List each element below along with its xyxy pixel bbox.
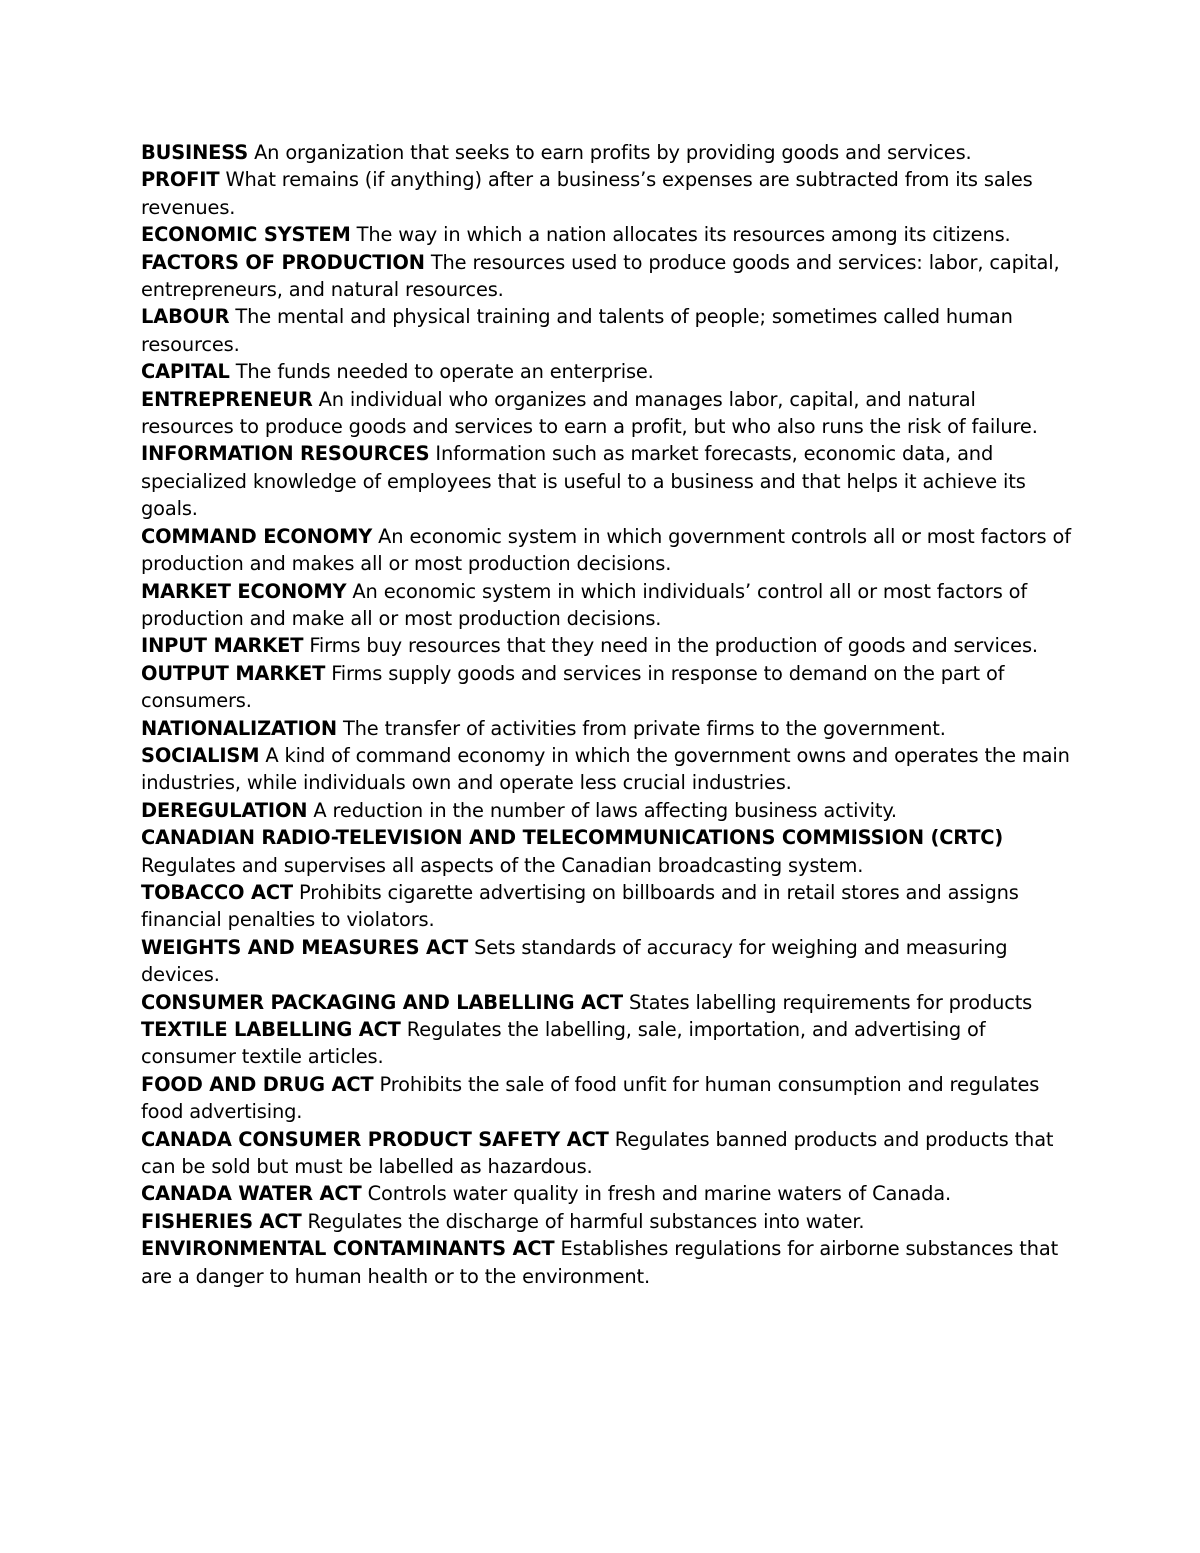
definition: Prohibits cigarette advertising on billboards and in retail stores and assigns financial penalties to violators.	[141, 880, 1019, 932]
glossary-entry-factors-of-production	[141, 249, 1071, 304]
term: CANADIAN RADIO-TELEVISION AND TELECOMMUNICATIONS COMMISSION (CRTC)	[141, 826, 1004, 850]
definition: An economic system in which government controls all or most factors of production and makes all or most production decisions.	[141, 524, 1071, 576]
term: FOOD AND DRUG ACT	[141, 1072, 374, 1096]
definition: Regulates the labelling, sale, importation, and advertising of consumer textile articles.	[141, 1018, 986, 1069]
term: DEREGULATION	[141, 798, 308, 822]
term: TOBACCO ACT	[141, 880, 294, 904]
term: SOCIALISM	[141, 743, 260, 767]
term: BUSINESS	[141, 141, 249, 164]
definition: A reduction in the number of laws affecting business activity.	[313, 798, 897, 822]
glossary-page	[141, 139, 1071, 1290]
definition: Prohibits the sale of food unfit for human consumption and regulates food advertising.	[141, 1072, 1040, 1124]
term: COMMAND ECONOMY	[141, 524, 373, 548]
glossary-entry-labour	[141, 303, 1071, 358]
definition: What remains (if anything) after a business’s expenses are subtracted from its sales revenues.	[141, 168, 1033, 219]
term: INPUT MARKET	[141, 634, 304, 658]
definition: The way in which a nation allocates its resources among its citizens.	[356, 223, 1011, 247]
term: PROFIT	[141, 168, 220, 192]
definition: Firms supply goods and services in response to demand on the part of consumers.	[141, 661, 1005, 713]
term: FISHERIES ACT	[141, 1209, 302, 1233]
glossary-entry-nationalization	[141, 715, 1071, 742]
glossary-entry-fisheries-act	[141, 1208, 1071, 1235]
term: ECONOMIC SYSTEM	[141, 223, 351, 247]
glossary-entry-economic-system	[141, 221, 1071, 248]
term: FACTORS OF PRODUCTION	[141, 250, 425, 274]
glossary-entry-crtc	[141, 824, 1071, 879]
term: CANADA CONSUMER PRODUCT SAFETY ACT	[141, 1127, 609, 1151]
term: NATIONALIZATION	[141, 716, 337, 740]
glossary-entry-command-economy	[141, 523, 1071, 578]
glossary-entry-deregulation	[141, 797, 1071, 824]
glossary-entry-input-market	[141, 632, 1071, 659]
glossary-entry-tobacco-act	[141, 879, 1071, 934]
term: CONSUMER PACKAGING AND LABELLING ACT	[141, 990, 623, 1014]
glossary-entry-canada-water-act	[141, 1180, 1071, 1207]
definition: The mental and physical training and talents of people; sometimes called human resources.	[141, 305, 1013, 356]
definition: The funds needed to operate an enterprise.	[235, 360, 654, 384]
term: LABOUR	[141, 305, 230, 329]
glossary-entry-capital	[141, 358, 1071, 385]
definition: An individual who organizes and manages labor, capital, and natural resources to produce goods and services to earn a profit, but who also runs the risk of failure.	[141, 387, 1038, 439]
definition: Information such as market forecasts, economic data, and specialized knowledge of employees that is useful to a business and that helps it achieve its goals.	[141, 442, 1026, 521]
term: INFORMATION RESOURCES	[141, 442, 430, 466]
glossary-entry-market-economy	[141, 578, 1071, 633]
definition: Sets standards of accuracy for weighing and measuring devices.	[141, 935, 1008, 987]
glossary-entry-output-market	[141, 660, 1071, 715]
term: TEXTILE LABELLING ACT	[141, 1018, 401, 1041]
definition: The transfer of activities from private firms to the government.	[342, 716, 946, 740]
glossary-entry-entrepreneur	[141, 386, 1071, 441]
definition: The resources used to produce goods and services: labor, capital, entrepreneurs, and natural resources.	[141, 250, 1060, 302]
glossary-entry-business	[141, 139, 1071, 166]
definition: Regulates and supervises all aspects of the Canadian broadcasting system.	[141, 853, 864, 877]
glossary-entry-socialism	[141, 742, 1071, 797]
definition: Firms buy resources that they need in the production of goods and services.	[309, 634, 1038, 658]
term: ENTREPRENEUR	[141, 387, 313, 411]
definition: An economic system in which individuals’ control all or most factors of production and make all or most production decisions.	[141, 579, 1028, 630]
term: CAPITAL	[141, 360, 230, 384]
term: OUTPUT MARKET	[141, 661, 326, 685]
term: CANADA WATER ACT	[141, 1182, 362, 1206]
term: WEIGHTS AND MEASURES ACT	[141, 935, 469, 959]
term: MARKET ECONOMY	[141, 579, 347, 603]
definition: A kind of command economy in which the government owns and operates the main industries, while individuals own and operate less crucial industries.	[141, 743, 1070, 795]
glossary-entry-textile-labelling-act	[141, 1016, 1071, 1071]
definition: Establishes regulations for airborne substances that are a danger to human health or to the environment.	[141, 1237, 1059, 1288]
term: ENVIRONMENTAL CONTAMINANTS ACT	[141, 1237, 555, 1261]
glossary-entry-food-and-drug-act	[141, 1071, 1071, 1126]
definition: Controls water quality in fresh and marine waters of Canada.	[367, 1182, 952, 1206]
glossary-entry-environmental-contaminants-act	[141, 1235, 1071, 1290]
definition: States labelling requirements for products	[628, 990, 1033, 1014]
glossary-entry-profit	[141, 166, 1071, 221]
glossary-entry-weights-and-measures-act	[141, 934, 1071, 989]
glossary-entry-consumer-packaging-act	[141, 989, 1071, 1016]
glossary-entry-information-resources	[141, 440, 1071, 522]
definition: Regulates the discharge of harmful substances into water.	[307, 1209, 865, 1233]
glossary-entry-consumer-product-safety-act	[141, 1126, 1071, 1181]
definition: An organization that seeks to earn profits by providing goods and services.	[254, 141, 972, 164]
definition: Regulates banned products and products that can be sold but must be labelled as hazardous.	[141, 1127, 1054, 1179]
